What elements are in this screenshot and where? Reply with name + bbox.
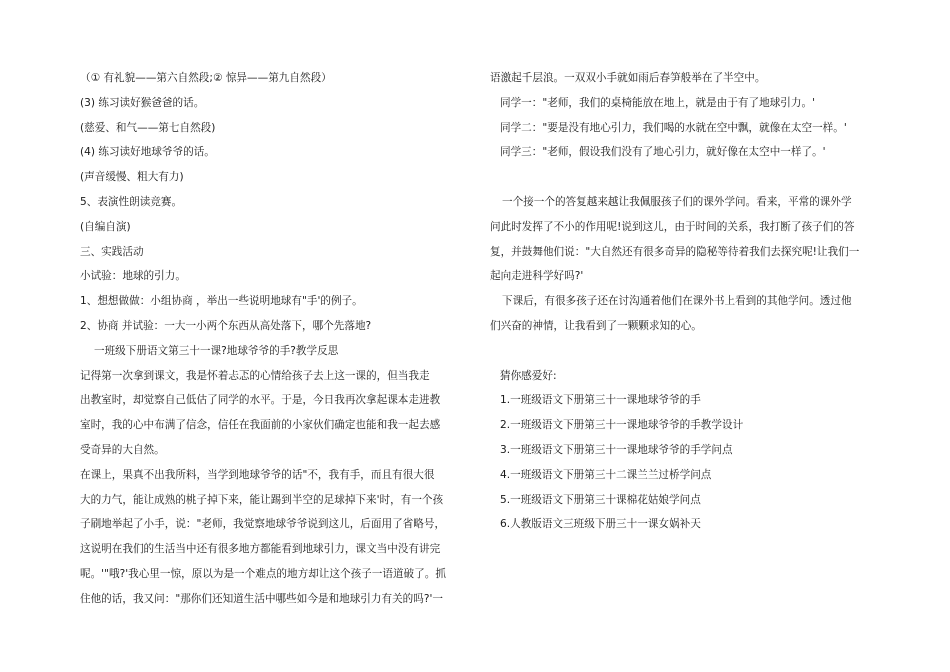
blank-line (490, 165, 885, 190)
paragraph-line: 室时，我的心中布满了信念，信任在我面前的小家伙们确定也能和我一起去感 (80, 419, 441, 432)
blank-line (490, 339, 885, 364)
paragraph-line: 记得第一次拿到课文，我是怀着忐忑的心情给孩子去上这一课的，但当我走 (80, 369, 430, 382)
quote-line: 同学一："老师，我们的桌椅能放在地上，就是由于有了地球引力。' (500, 96, 816, 109)
text-line: (声音缓慢、粗大有力) (80, 171, 184, 184)
paragraph-line: 下课后，有很多孩子还在讨沟通着他们在课外书上看到的其他学问。透过他 (502, 295, 852, 308)
paragraph-line: 问此时发挥了不小的作用呢!说到这儿，由于时间的关系，我打断了孩子们的答 (490, 220, 855, 233)
paragraph-line: 呢。'"哦?'我心里一惊，原以为是一个难点的地方却让这个孩子一语道破了。抓 (80, 567, 446, 580)
paragraph-2 (80, 463, 455, 612)
paragraph-1 (80, 364, 455, 463)
paragraph-line: 们兴奋的神情，让我看到了一颗颗求知的心。 (490, 319, 702, 332)
paragraph-line: 大的力气，能让成熟的桃子掉下来，能让踢到半空的足球掉下来'时，有一个孩 (80, 493, 444, 506)
paragraph-line: 出教室时，却觉察自己低估了同学的水平。于是，今日我再次拿起课本走进教 (80, 394, 441, 407)
text-line: 2、协商 并试验：一大一小两个东西从高处落下，哪个先落地? (80, 319, 372, 332)
suggest-link[interactable]: 1.一班级语文下册第三十一课地球爷爷的手 (500, 394, 701, 407)
suggest-list (490, 388, 885, 537)
paragraph-3 (490, 190, 885, 289)
paragraph-line: 在课上，果真不出我所料，当学到地球爷爷的话"不，我有手，而且有很大很 (80, 468, 435, 481)
text-line: (4) 练习读好地球爷爷的话。 (80, 146, 215, 159)
quote-line: 同学三："老师，假设我们没有了地心引力，就好像在太空中一样了。' (500, 146, 826, 159)
paragraph-line: 这说明在我们的生活当中还有很多地方都能看到地球引力，课文当中没有讲完 (80, 543, 441, 556)
paragraph-line: 子刷地举起了小手，说："老师，我觉察地球爷爷说到这儿，后面用了省略号， (80, 518, 446, 531)
text-line: 1、想想做做：小组协商 ，举出一些说明地球有"手'的例子。 (80, 295, 363, 308)
paragraph-4 (490, 289, 885, 339)
suggest-link[interactable]: 6.人教版语文三班级下册三十一课女娲补天 (500, 518, 701, 531)
paragraph-line: 受奇异的大自然。 (80, 443, 165, 456)
suggest-link[interactable]: 2.一班级语文下册第三十一课地球爷爷的手教学设计 (500, 419, 744, 432)
suggest-heading: 猜你感爱好: (500, 369, 557, 382)
paragraph-continuation: 语激起千层浪。一双双小手就如雨后春笋般举在了半空中。 (490, 72, 766, 84)
right-column (490, 66, 885, 537)
text-line: (自编自演) (80, 220, 131, 233)
paragraph-line: 住他的话，我又问："那你们还知道生活中哪些如今是和地球引力有关的吗?'一 (80, 592, 443, 605)
paragraph-line: 起向走进科学好吗?' (490, 270, 584, 283)
text-line: （① 有礼貌——第六自然段;② 惊异——第九自然段） (80, 72, 332, 84)
text-line: 小试验：地球的引力。 (80, 270, 186, 283)
suggest-link[interactable]: 5.一班级语文下册第三十课棉花姑娘学问点 (500, 493, 701, 506)
paragraph-line: 复，并鼓舞他们说："大自然还有很多奇异的隐秘等待着我们去探究呢!让我们一 (490, 245, 860, 258)
text-line: (慈爱、和气——第七自然段) (80, 121, 216, 134)
suggest-link[interactable]: 4.一班级语文下册第三十二课兰兰过桥学问点 (500, 468, 712, 481)
suggest-link[interactable]: 3.一班级语文下册第三十一课地球爷爷的手学问点 (500, 443, 733, 456)
section-heading: 三、实践活动 (80, 245, 144, 258)
reflection-title: 一班级下册语文第三十一课?地球爷爷的手?教学反思 (94, 344, 339, 357)
paragraph-line: 一个接一个的答复越来越让我佩服孩子们的课外学问。看来，平常的课外学 (502, 195, 852, 208)
quote-line: 同学二："要是没有地心引力，我们喝的水就在空中飘，就像在太空一样。' (500, 121, 847, 134)
text-line: 5、表演性朗读竞赛。 (80, 195, 183, 208)
left-column (80, 66, 455, 612)
text-line: (3) 练习读好猴爸爸的话。 (80, 96, 205, 109)
